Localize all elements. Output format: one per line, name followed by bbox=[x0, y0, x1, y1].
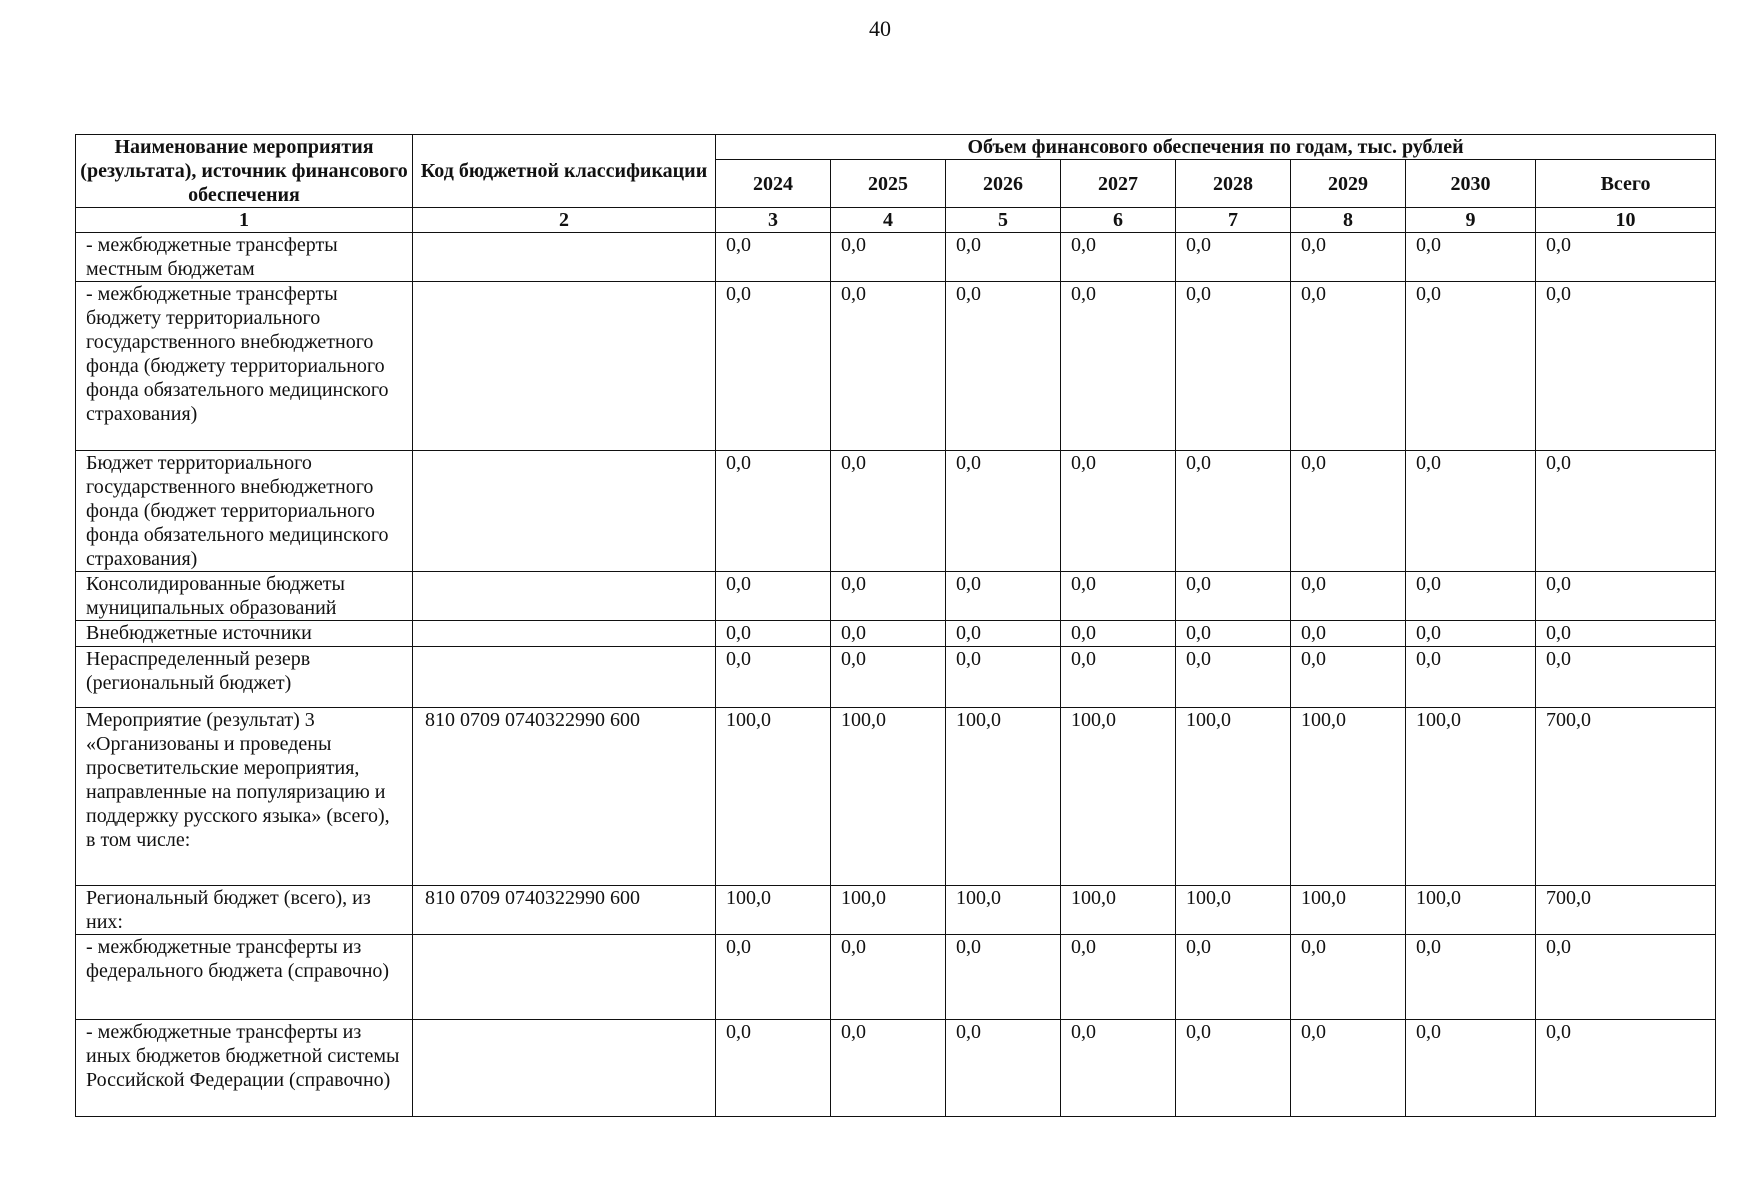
row-code bbox=[413, 647, 716, 708]
row-code bbox=[413, 572, 716, 621]
header-year: 2024 bbox=[716, 160, 831, 208]
column-number: 10 bbox=[1536, 208, 1716, 233]
column-number: 1 bbox=[76, 208, 413, 233]
value-cell: 0,0 bbox=[1406, 451, 1536, 572]
total-cell: 700,0 bbox=[1536, 886, 1716, 935]
value-cell: 0,0 bbox=[716, 572, 831, 621]
value-cell: 100,0 bbox=[1291, 886, 1406, 935]
page-number: 40 bbox=[869, 16, 891, 41]
header-year: 2029 bbox=[1291, 160, 1406, 208]
value-cell: 0,0 bbox=[831, 621, 946, 647]
header-year: 2027 bbox=[1061, 160, 1176, 208]
header-year: 2025 bbox=[831, 160, 946, 208]
value-cell: 100,0 bbox=[1176, 886, 1291, 935]
value-cell: 100,0 bbox=[1061, 886, 1176, 935]
value-cell: 0,0 bbox=[946, 233, 1061, 282]
value-cell: 100,0 bbox=[831, 886, 946, 935]
table-row bbox=[76, 572, 1716, 621]
value-cell: 0,0 bbox=[831, 572, 946, 621]
value-cell: 0,0 bbox=[1176, 647, 1291, 708]
value-cell: 0,0 bbox=[716, 451, 831, 572]
header-volume: Объем финансового обеспечения по годам, тыс. рублей bbox=[716, 135, 1716, 160]
table-row bbox=[76, 708, 1716, 886]
value-cell: 0,0 bbox=[1291, 647, 1406, 708]
value-cell: 0,0 bbox=[1291, 572, 1406, 621]
value-cell: 0,0 bbox=[1406, 282, 1536, 451]
header-total: Всего bbox=[1536, 160, 1716, 208]
row-code bbox=[413, 621, 716, 647]
value-cell: 0,0 bbox=[946, 572, 1061, 621]
total-cell: 0,0 bbox=[1536, 935, 1716, 1020]
header-code-column: Код бюджетной классификации bbox=[413, 135, 716, 208]
value-cell: 0,0 bbox=[1061, 1020, 1176, 1117]
value-cell: 0,0 bbox=[1406, 621, 1536, 647]
table-row bbox=[76, 451, 1716, 572]
total-cell: 0,0 bbox=[1536, 233, 1716, 282]
value-cell: 0,0 bbox=[1061, 233, 1176, 282]
value-cell: 0,0 bbox=[1406, 572, 1536, 621]
value-cell: 0,0 bbox=[831, 647, 946, 708]
row-name: Консолидированные бюджеты муниципальных образований bbox=[76, 572, 413, 621]
table-row bbox=[76, 935, 1716, 1020]
header-year: 2028 bbox=[1176, 160, 1291, 208]
value-cell: 0,0 bbox=[946, 1020, 1061, 1117]
value-cell: 0,0 bbox=[831, 935, 946, 1020]
total-cell: 700,0 bbox=[1536, 708, 1716, 886]
value-cell: 100,0 bbox=[716, 708, 831, 886]
value-cell: 0,0 bbox=[1176, 233, 1291, 282]
value-cell: 100,0 bbox=[716, 886, 831, 935]
value-cell: 0,0 bbox=[831, 1020, 946, 1117]
value-cell: 0,0 bbox=[1176, 935, 1291, 1020]
column-number: 4 bbox=[831, 208, 946, 233]
value-cell: 0,0 bbox=[946, 647, 1061, 708]
column-number: 7 bbox=[1176, 208, 1291, 233]
total-cell: 0,0 bbox=[1536, 621, 1716, 647]
column-number: 2 bbox=[413, 208, 716, 233]
value-cell: 0,0 bbox=[1291, 451, 1406, 572]
row-code bbox=[413, 282, 716, 451]
row-code bbox=[413, 935, 716, 1020]
total-cell: 0,0 bbox=[1536, 451, 1716, 572]
column-number: 5 bbox=[946, 208, 1061, 233]
value-cell: 0,0 bbox=[1291, 935, 1406, 1020]
row-name: - межбюджетные трансферты из иных бюджетов бюджетной системы Российской Федерации (справочно) bbox=[76, 1020, 413, 1117]
column-number: 3 bbox=[716, 208, 831, 233]
row-code: 810 0709 0740322990 600 bbox=[413, 708, 716, 886]
value-cell: 100,0 bbox=[1406, 708, 1536, 886]
row-code bbox=[413, 1020, 716, 1117]
value-cell: 0,0 bbox=[1291, 1020, 1406, 1117]
column-number: 8 bbox=[1291, 208, 1406, 233]
value-cell: 0,0 bbox=[716, 233, 831, 282]
row-name: Бюджет территориального государственного внебюджетного фонда (бюджет территориального фонда обязательного медицинского страхования) bbox=[76, 451, 413, 572]
value-cell: 0,0 bbox=[716, 647, 831, 708]
value-cell: 0,0 bbox=[946, 282, 1061, 451]
value-cell: 0,0 bbox=[716, 1020, 831, 1117]
total-cell: 0,0 bbox=[1536, 572, 1716, 621]
value-cell: 0,0 bbox=[716, 621, 831, 647]
row-name: Нераспределенный резерв (региональный бюджет) bbox=[76, 647, 413, 708]
value-cell: 0,0 bbox=[831, 282, 946, 451]
value-cell: 0,0 bbox=[1061, 572, 1176, 621]
row-name: - межбюджетные трансферты из федерального бюджета (справочно) bbox=[76, 935, 413, 1020]
value-cell: 100,0 bbox=[1061, 708, 1176, 886]
column-number: 6 bbox=[1061, 208, 1176, 233]
value-cell: 0,0 bbox=[1291, 621, 1406, 647]
value-cell: 100,0 bbox=[946, 708, 1061, 886]
table-row bbox=[76, 647, 1716, 708]
header-name-column: Наименование мероприятия (результата), источник финансового обеспечения bbox=[76, 135, 413, 208]
table-row bbox=[76, 1020, 1716, 1117]
value-cell: 0,0 bbox=[946, 935, 1061, 1020]
value-cell: 0,0 bbox=[1406, 1020, 1536, 1117]
row-name: Мероприятие (результат) 3 «Организованы и проведены просветительские мероприятия, направленные на популяризацию и поддержку русского языка» (всего), в том числе: bbox=[76, 708, 413, 886]
value-cell: 0,0 bbox=[946, 451, 1061, 572]
row-code bbox=[413, 451, 716, 572]
header-year: 2026 bbox=[946, 160, 1061, 208]
value-cell: 0,0 bbox=[1061, 935, 1176, 1020]
value-cell: 0,0 bbox=[1176, 282, 1291, 451]
value-cell: 0,0 bbox=[1176, 1020, 1291, 1117]
table-row bbox=[76, 621, 1716, 647]
value-cell: 100,0 bbox=[1406, 886, 1536, 935]
value-cell: 0,0 bbox=[716, 935, 831, 1020]
value-cell: 0,0 bbox=[1176, 572, 1291, 621]
value-cell: 100,0 bbox=[1176, 708, 1291, 886]
table-row bbox=[76, 233, 1716, 282]
row-name: - межбюджетные трансферты местным бюджетам bbox=[76, 233, 413, 282]
row-code: 810 0709 0740322990 600 bbox=[413, 886, 716, 935]
value-cell: 0,0 bbox=[1291, 233, 1406, 282]
budget-table bbox=[75, 134, 1716, 1117]
table-row bbox=[76, 886, 1716, 935]
total-cell: 0,0 bbox=[1536, 282, 1716, 451]
value-cell: 100,0 bbox=[946, 886, 1061, 935]
row-name: Внебюджетные источники bbox=[76, 621, 413, 647]
value-cell: 100,0 bbox=[831, 708, 946, 886]
value-cell: 0,0 bbox=[1061, 647, 1176, 708]
value-cell: 0,0 bbox=[1176, 451, 1291, 572]
value-cell: 0,0 bbox=[1406, 233, 1536, 282]
total-cell: 0,0 bbox=[1536, 1020, 1716, 1117]
row-name: Региональный бюджет (всего), из них: bbox=[76, 886, 413, 935]
value-cell: 0,0 bbox=[831, 451, 946, 572]
value-cell: 0,0 bbox=[831, 233, 946, 282]
value-cell: 0,0 bbox=[1291, 282, 1406, 451]
value-cell: 0,0 bbox=[946, 621, 1061, 647]
header-year: 2030 bbox=[1406, 160, 1536, 208]
value-cell: 0,0 bbox=[1061, 451, 1176, 572]
value-cell: 0,0 bbox=[1061, 282, 1176, 451]
value-cell: 0,0 bbox=[1406, 647, 1536, 708]
table-row bbox=[76, 282, 1716, 451]
value-cell: 100,0 bbox=[1291, 708, 1406, 886]
row-name: - межбюджетные трансферты бюджету территориального государственного внебюджетного фонда (бюджету территориального фонда обязательного медицинского страхования) bbox=[76, 282, 413, 451]
value-cell: 0,0 bbox=[1176, 621, 1291, 647]
row-code bbox=[413, 233, 716, 282]
value-cell: 0,0 bbox=[716, 282, 831, 451]
value-cell: 0,0 bbox=[1061, 621, 1176, 647]
column-number: 9 bbox=[1406, 208, 1536, 233]
total-cell: 0,0 bbox=[1536, 647, 1716, 708]
value-cell: 0,0 bbox=[1406, 935, 1536, 1020]
